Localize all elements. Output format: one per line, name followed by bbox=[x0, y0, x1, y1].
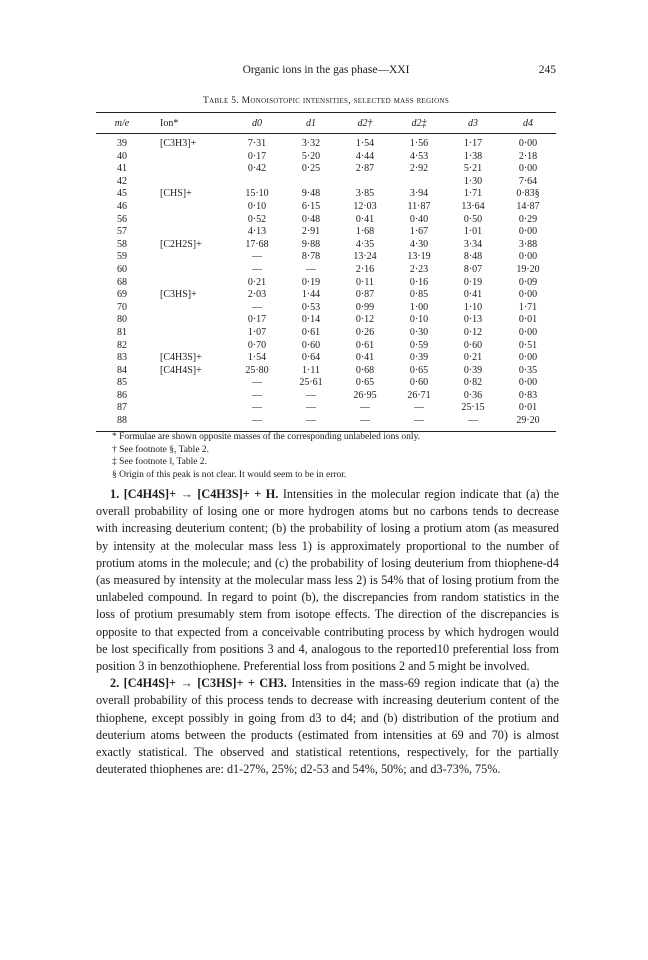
intensity-cell: 0·39 bbox=[409, 352, 429, 364]
intensity-cell: 11·87 bbox=[407, 200, 431, 212]
mass-cell: 68 bbox=[117, 276, 127, 288]
table-caption-label: Table 5. bbox=[202, 96, 239, 106]
table-row bbox=[96, 314, 556, 327]
intensity-cell: 0·39 bbox=[463, 364, 483, 376]
intensity-cell: 2·16 bbox=[355, 263, 375, 275]
intensity-cell: 0·48 bbox=[301, 213, 321, 225]
intensity-cell: 1·00 bbox=[409, 301, 429, 313]
intensity-cell: 0·17 bbox=[247, 314, 267, 326]
intensity-cell: 9·48 bbox=[301, 188, 321, 200]
ion-cell: [C3HS]+ bbox=[160, 289, 197, 301]
ion-cell bbox=[148, 277, 230, 290]
intensity-cell: 0·25 bbox=[301, 163, 321, 175]
intensity-cell: 0·00 bbox=[518, 251, 538, 263]
intensity-cell: 8·48 bbox=[463, 251, 483, 263]
intensity-cell bbox=[284, 176, 338, 189]
intensity-cell: 0·99 bbox=[355, 301, 375, 313]
column-header: Ion* bbox=[148, 113, 230, 134]
intensity-cell: 0·12 bbox=[463, 326, 483, 338]
intensity-cell: 15·10 bbox=[245, 188, 269, 200]
table-row bbox=[96, 239, 556, 252]
intensity-cell: 0·42 bbox=[247, 163, 267, 175]
paragraph-1-text: Intensities in the molecular region indicate that (a) the overall probability of losing one or more hydrogen atoms but no carbons tends to decrease with increasing deuterium content; (b) the probability of losing a protium atom (as measured by intensity at the molecular mass less 1) is approximately proportional to the number of protium atoms in the molecule; and (c) the probability of losing deuterium from thiophene-d4 (as measured by intensity at the molecular mass less 2) is 54% that of losing protium from the unlabeled compound. In regard to point (b), the discrepancies from random statistics in the loss of protium presumably stem from isotope effects. The direction of the discrepancies is opposite to that expected from a conceivable contributing process by which hydrogen would be lost specifically from positions 3 and 4, analogous to the reported10 preferential loss from position 3 in benzothiophene. Preferential loss from positions 2 and 5 might be involved. bbox=[96, 487, 560, 674]
intensity-cell: — bbox=[306, 389, 316, 401]
intensity-cell: 1·56 bbox=[409, 138, 429, 149]
mass-cell: 69 bbox=[117, 289, 127, 301]
intensity-cell: 0·29 bbox=[518, 213, 538, 225]
table-row bbox=[96, 415, 556, 431]
intensity-cell: 5·21 bbox=[463, 163, 483, 175]
mass-cell: 82 bbox=[117, 339, 127, 351]
table-row bbox=[96, 151, 556, 164]
intensity-cell: — bbox=[338, 415, 392, 431]
column-header: d4 bbox=[500, 113, 556, 134]
paragraph-2-heading: 2. [C4H4S]+ → [C3HS]+ + CH3. bbox=[110, 676, 287, 691]
intensity-cell: 12·03 bbox=[353, 200, 377, 212]
intensity-cell: 0·50 bbox=[463, 213, 483, 225]
paragraph-1-heading: 1. [C4H4S]+ → [C4H3S]+ + H. bbox=[110, 487, 279, 501]
intensity-cell: 0·01 bbox=[518, 314, 538, 326]
intensity-cell: — bbox=[252, 251, 262, 263]
intensity-table bbox=[96, 112, 556, 432]
intensity-cell: 0·36 bbox=[463, 389, 483, 401]
intensity-cell: — bbox=[414, 402, 424, 414]
intensity-cell: — bbox=[306, 263, 316, 275]
page-number: 245 bbox=[538, 64, 556, 76]
table-row bbox=[96, 340, 556, 353]
intensity-cell: 4·13 bbox=[247, 226, 267, 238]
intensity-cell: 0·52 bbox=[247, 213, 267, 225]
intensity-cell: 14·87 bbox=[516, 200, 540, 212]
intensity-cell: 8·07 bbox=[463, 263, 483, 275]
table-row bbox=[96, 264, 556, 277]
table-row bbox=[96, 176, 556, 189]
intensity-cell: 29·20 bbox=[500, 415, 556, 431]
intensity-cell: 0·41 bbox=[355, 352, 375, 364]
intensity-cell: 0·16 bbox=[409, 276, 429, 288]
running-head bbox=[96, 64, 556, 80]
intensity-cell: 1·71 bbox=[518, 301, 538, 313]
table-row bbox=[96, 289, 556, 302]
intensity-cell: 0·41 bbox=[355, 213, 375, 225]
intensity-cell: 4·35 bbox=[355, 238, 375, 250]
ion-cell bbox=[148, 340, 230, 353]
mass-cell: 45 bbox=[117, 188, 127, 200]
mass-cell: 59 bbox=[117, 251, 127, 263]
mass-cell: 56 bbox=[117, 213, 127, 225]
intensity-cell: 4·44 bbox=[355, 150, 375, 162]
mass-cell: 60 bbox=[117, 263, 127, 275]
ion-cell bbox=[148, 314, 230, 327]
intensity-cell bbox=[392, 176, 446, 189]
mass-cell: 88 bbox=[96, 415, 148, 431]
table-caption bbox=[96, 96, 556, 106]
ion-cell bbox=[148, 327, 230, 340]
mass-cell: 42 bbox=[117, 175, 127, 187]
table-row bbox=[96, 352, 556, 365]
intensity-cell: 13·64 bbox=[461, 200, 485, 212]
ion-cell: [C2H2S]+ bbox=[160, 238, 202, 250]
intensity-cell: 0·83 bbox=[518, 389, 538, 401]
table-body bbox=[96, 134, 556, 432]
intensity-cell: 0·26 bbox=[355, 326, 375, 338]
intensity-cell: 0·53 bbox=[301, 301, 321, 313]
mass-cell: 57 bbox=[117, 226, 127, 238]
intensity-cell: 1·44 bbox=[301, 289, 321, 301]
intensity-cell: 0·12 bbox=[355, 314, 375, 326]
intensity-cell: 2·92 bbox=[409, 163, 429, 175]
intensity-cell: 1·11 bbox=[302, 364, 320, 376]
intensity-cell: — bbox=[284, 415, 338, 431]
intensity-cell: 0·11 bbox=[356, 276, 374, 288]
table-row bbox=[96, 402, 556, 415]
intensity-cell: 1·07 bbox=[247, 326, 267, 338]
ion-cell: [C3H3]+ bbox=[160, 138, 197, 149]
intensity-cell: 0·59 bbox=[409, 339, 429, 351]
intensity-cell: 0·35 bbox=[518, 364, 538, 376]
intensity-cell: 0·61 bbox=[301, 326, 321, 338]
intensity-cell: 0·60 bbox=[409, 377, 429, 389]
ion-cell bbox=[148, 415, 230, 431]
paragraph-1 bbox=[96, 486, 559, 675]
table-row bbox=[96, 377, 556, 390]
intensity-cell: 25·80 bbox=[245, 364, 269, 376]
intensity-cell: 0·41 bbox=[463, 289, 483, 301]
mass-cell: 80 bbox=[117, 314, 127, 326]
intensity-cell: 1·54 bbox=[247, 352, 267, 364]
mass-cell: 85 bbox=[117, 377, 127, 389]
intensity-cell: 3·88 bbox=[518, 238, 538, 250]
ion-cell bbox=[148, 151, 230, 164]
intensity-cell: 6·15 bbox=[301, 200, 321, 212]
intensity-cell: 1·71 bbox=[463, 188, 483, 200]
intensity-cell: 1·01 bbox=[463, 226, 483, 238]
intensity-cell bbox=[338, 176, 392, 189]
intensity-cell: 13·24 bbox=[353, 251, 377, 263]
intensity-cell: 4·30 bbox=[409, 238, 429, 250]
mass-cell: 84 bbox=[117, 364, 127, 376]
intensity-cell: 9·88 bbox=[301, 238, 321, 250]
intensity-cell: 26·95 bbox=[353, 389, 377, 401]
table-row bbox=[96, 201, 556, 214]
intensity-cell: 0·65 bbox=[409, 364, 429, 376]
intensity-cell: 0·61 bbox=[355, 339, 375, 351]
mass-cell: 81 bbox=[117, 326, 127, 338]
intensity-cell: 0·87 bbox=[355, 289, 375, 301]
intensity-cell: 0·70 bbox=[247, 339, 267, 351]
intensity-cell: 3·85 bbox=[355, 188, 375, 200]
intensity-cell: 2·18 bbox=[518, 150, 538, 162]
intensity-cell: 0·19 bbox=[463, 276, 483, 288]
mass-cell: 87 bbox=[117, 402, 127, 414]
intensity-cell: 0·00 bbox=[518, 289, 538, 301]
mass-cell: 41 bbox=[117, 163, 127, 175]
intensity-cell bbox=[230, 176, 284, 189]
intensity-cell: 0·60 bbox=[301, 339, 321, 351]
intensity-cell: — bbox=[230, 415, 284, 431]
intensity-cell: — bbox=[446, 415, 500, 431]
intensity-cell: — bbox=[252, 301, 262, 313]
ion-cell bbox=[148, 390, 230, 403]
intensity-cell: — bbox=[252, 263, 262, 275]
table-row bbox=[96, 390, 556, 403]
table-row bbox=[96, 163, 556, 176]
mass-cell: 83 bbox=[117, 352, 127, 364]
intensity-cell: 17·68 bbox=[245, 238, 269, 250]
intensity-cell: 0·09 bbox=[518, 276, 538, 288]
intensity-cell: 0·00 bbox=[518, 138, 538, 149]
ion-cell bbox=[148, 402, 230, 415]
intensity-cell: 1·30 bbox=[463, 175, 483, 187]
column-header: d3 bbox=[446, 113, 500, 134]
intensity-cell: 2·23 bbox=[409, 263, 429, 275]
intensity-cell: 1·10 bbox=[463, 301, 483, 313]
table-row bbox=[96, 365, 556, 378]
ion-cell: [CHS]+ bbox=[160, 188, 192, 200]
ion-cell: [C4H3S]+ bbox=[160, 352, 202, 364]
intensity-cell: 25·61 bbox=[299, 377, 323, 389]
intensity-cell: 3·34 bbox=[463, 238, 483, 250]
ion-cell bbox=[148, 226, 230, 239]
mass-cell: 40 bbox=[117, 150, 127, 162]
ion-cell bbox=[148, 163, 230, 176]
body-text bbox=[96, 486, 559, 778]
ion-cell bbox=[148, 302, 230, 315]
table-footnotes bbox=[112, 431, 562, 481]
intensity-cell: 1·68 bbox=[355, 226, 375, 238]
ion-cell: [C4H4S]+ bbox=[160, 364, 202, 376]
table-row bbox=[96, 277, 556, 290]
column-header: d1 bbox=[284, 113, 338, 134]
intensity-cell: — bbox=[306, 402, 316, 414]
intensity-cell: 0·10 bbox=[247, 200, 267, 212]
intensity-cell: 0·64 bbox=[301, 352, 321, 364]
column-header: d2‡ bbox=[392, 113, 446, 134]
intensity-cell: 7·64 bbox=[518, 175, 538, 187]
mass-cell: 39 bbox=[117, 138, 127, 149]
footnote: * Formulae are shown opposite masses of the corresponding unlabeled ions only. bbox=[112, 432, 421, 442]
intensity-cell: 3·32 bbox=[301, 138, 321, 149]
intensity-cell: 26·71 bbox=[407, 389, 431, 401]
intensity-cell: 0·00 bbox=[518, 326, 538, 338]
mass-cell: 70 bbox=[117, 301, 127, 313]
intensity-cell: 0·00 bbox=[518, 377, 538, 389]
intensity-cell: 5·20 bbox=[301, 150, 321, 162]
intensity-cell: 0·00 bbox=[518, 163, 538, 175]
intensity-cell: 4·53 bbox=[409, 150, 429, 162]
table-row bbox=[96, 226, 556, 239]
ion-cell bbox=[148, 201, 230, 214]
intensity-cell: 1·67 bbox=[409, 226, 429, 238]
footnote: ‡ See footnote ‖, Table 2. bbox=[112, 457, 207, 467]
table-row bbox=[96, 134, 556, 151]
intensity-cell: 0·65 bbox=[355, 377, 375, 389]
footnote: § Origin of this peak is not clear. It would seem to be in error. bbox=[112, 469, 347, 480]
intensity-cell: 1·17 bbox=[463, 138, 483, 149]
intensity-cell: 0·51 bbox=[518, 339, 538, 351]
ion-cell bbox=[148, 176, 230, 189]
mass-cell: 86 bbox=[117, 389, 127, 401]
intensity-cell: — bbox=[360, 402, 370, 414]
intensity-cell: 2·87 bbox=[355, 163, 375, 175]
intensity-cell: 0·00 bbox=[518, 352, 538, 364]
table-row bbox=[96, 188, 556, 201]
intensity-cell: 19·20 bbox=[516, 263, 540, 275]
column-header: d0 bbox=[230, 113, 284, 134]
intensity-cell: 0·85 bbox=[409, 289, 429, 301]
mass-cell: 58 bbox=[117, 238, 127, 250]
table-header-row bbox=[96, 113, 556, 134]
intensity-cell: — bbox=[252, 389, 262, 401]
intensity-cell: — bbox=[392, 415, 446, 431]
intensity-cell: 0·13 bbox=[463, 314, 483, 326]
intensity-cell: 0·60 bbox=[463, 339, 483, 351]
table-row bbox=[96, 251, 556, 264]
intensity-cell: 0·21 bbox=[463, 352, 483, 364]
intensity-cell: 0·68 bbox=[355, 364, 375, 376]
intensity-cell: 0·19 bbox=[301, 276, 321, 288]
footnote: † See footnote §, Table 2. bbox=[112, 444, 210, 455]
intensity-cell: 0·01 bbox=[518, 402, 538, 414]
ion-cell bbox=[148, 214, 230, 227]
intensity-cell: 0·17 bbox=[247, 150, 267, 162]
ion-cell bbox=[148, 377, 230, 390]
intensity-cell: — bbox=[252, 377, 262, 389]
paragraph-2 bbox=[96, 675, 559, 778]
intensity-cell: 0·40 bbox=[409, 213, 429, 225]
intensity-cell: 25·15 bbox=[461, 402, 485, 414]
table-row bbox=[96, 327, 556, 340]
ion-cell bbox=[148, 264, 230, 277]
ion-cell bbox=[148, 251, 230, 264]
intensity-cell: 1·38 bbox=[463, 150, 483, 162]
intensity-cell: 1·54 bbox=[355, 138, 375, 149]
table-row bbox=[96, 302, 556, 315]
column-header: d2† bbox=[338, 113, 392, 134]
intensity-cell: 2·91 bbox=[301, 226, 321, 238]
intensity-cell: 0·14 bbox=[301, 314, 321, 326]
intensity-cell: 0·30 bbox=[409, 326, 429, 338]
intensity-cell: 0·10 bbox=[409, 314, 429, 326]
table-row bbox=[96, 214, 556, 227]
intensity-cell: 0·83§ bbox=[516, 188, 540, 200]
intensity-cell: 2·03 bbox=[247, 289, 267, 301]
running-title: Organic ions in the gas phase—XXI bbox=[242, 64, 410, 76]
intensity-cell: 0·82 bbox=[463, 377, 483, 389]
intensity-cell: 13·19 bbox=[407, 251, 431, 263]
intensity-cell: 0·00 bbox=[518, 226, 538, 238]
paragraph-2-text: Intensities in the mass-69 region indicate that (a) the overall probability of this process tends to decrease with increasing deuterium content of the thiophene, except possibly in going from d3 to d4; and (b) distribution of the protium and deuterium atoms between the products (estimated from intensities at 69 and 70) is almost exactly statistical. The observed and statistical retentions, respectively, for the partially deuterated thiophenes are: d1-27%, 25%; d2-53 and 54%, 50%; and d3-73%, 75%. bbox=[96, 676, 560, 777]
intensity-cell: 7·31 bbox=[247, 138, 267, 149]
intensity-cell: — bbox=[252, 402, 262, 414]
table-caption-text: Monoisotopic intensities, selected mass regions bbox=[241, 96, 450, 106]
intensity-cell: 0·21 bbox=[247, 276, 267, 288]
mass-cell: 46 bbox=[117, 200, 127, 212]
intensity-cell: 3·94 bbox=[409, 188, 429, 200]
intensity-cell: 8·78 bbox=[301, 251, 321, 263]
column-header: m/e bbox=[96, 113, 148, 134]
